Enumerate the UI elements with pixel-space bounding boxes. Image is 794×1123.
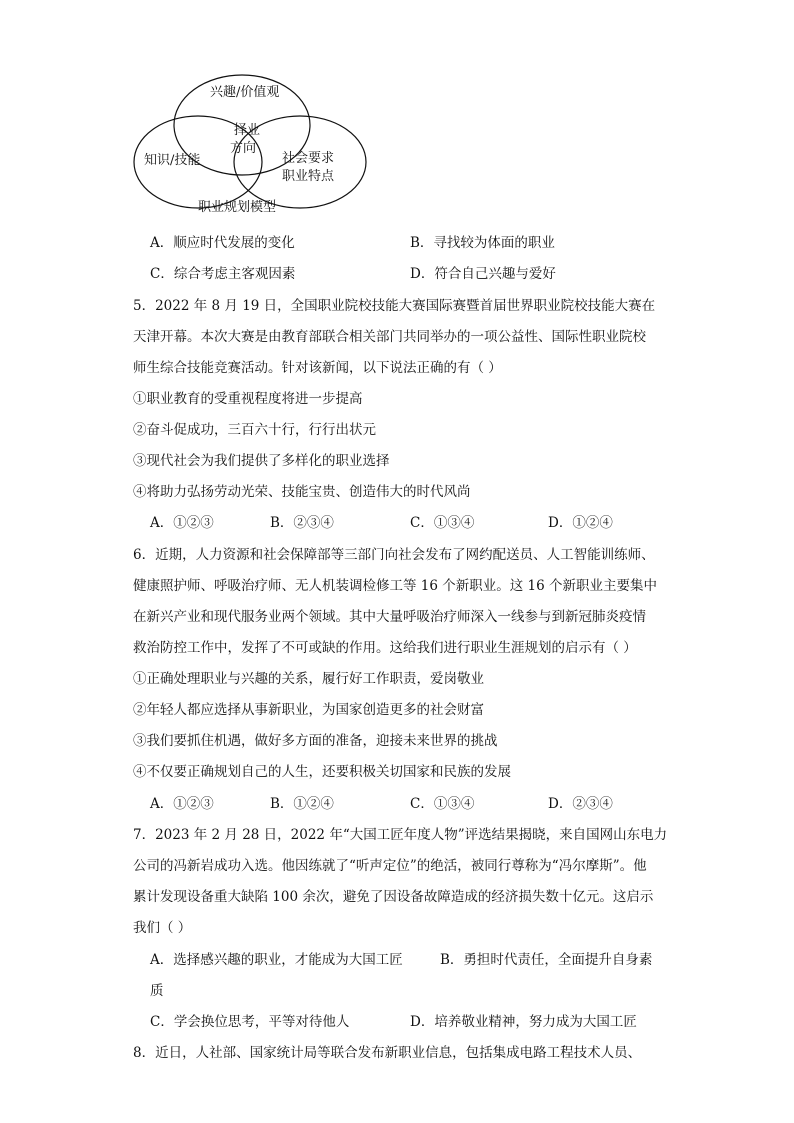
q4-option-b: B．寻找较为体面的职业 xyxy=(410,235,555,251)
q7-option-b: B．勇担时代责任，全面提升自身素 xyxy=(440,952,653,968)
label-society-line2: 职业特点 xyxy=(282,169,335,184)
q6-option-c: C．①③④ xyxy=(410,796,475,812)
label-interest: 兴趣/价值观 xyxy=(210,85,280,100)
q7-option-c: C．学会换位思考，平等对待他人 xyxy=(150,1014,350,1030)
q5-stem-line3: 师生综合技能竞赛活动。针对该新闻，以下说法正确的有（ ） xyxy=(133,360,502,376)
label-knowledge: 知识/技能 xyxy=(144,153,201,168)
q8-stem-line1: 8．近日，人社部、国家统计局等联合发布新职业信息，包括集成电路工程技术人员、 xyxy=(133,1045,642,1061)
q5-stem-line2: 天津开幕。本次大赛是由教育部联合相关部门共同举办的一项公益性、国际性职业院校 xyxy=(133,329,646,345)
q6-option-b: B．①②④ xyxy=(270,796,334,812)
q6-statement-2: ②年轻人都应选择从事新职业，为国家创造更多的社会财富 xyxy=(133,702,484,718)
diagram-caption: 职业规划模型 xyxy=(198,200,277,215)
label-society-line1: 社会要求 xyxy=(282,151,335,166)
q6-statement-3: ③我们要抓住机遇，做好多方面的准备，迎接未来世界的挑战 xyxy=(133,733,498,749)
q5-option-a: A．①②③ xyxy=(150,515,214,531)
q5-option-c: C．①③④ xyxy=(410,515,475,531)
q5-option-b: B．②③④ xyxy=(270,515,334,531)
q6-statement-4: ④不仅要正确规划自己的人生，还要积极关切国家和民族的发展 xyxy=(133,764,511,780)
q5-statement-4: ④将助力弘扬劳动光荣、技能宝贵、创造伟大的时代风尚 xyxy=(133,484,471,500)
q4-option-a: A．顺应时代发展的变化 xyxy=(150,235,295,251)
q7-stem-line1: 7．2023 年 2 月 28 日，2022 年“大国工匠年度人物”评选结果揭晓，来自国网山东电力 xyxy=(133,827,668,843)
q6-stem-line2: 健康照护师、呼吸治疗师、无人机装调检修工等 16 个新职业。这 16 个新职业主要集中 xyxy=(133,578,658,594)
q7-stem-line4: 我们（ ） xyxy=(133,920,192,936)
q5-option-d: D．①②④ xyxy=(548,515,613,531)
q7-option-b-continuation: 质 xyxy=(150,983,164,999)
q7-option-a: A．选择感兴趣的职业，才能成为大国工匠 xyxy=(150,952,403,968)
q7-option-d: D．培养敬业精神，努力成为大国工匠 xyxy=(410,1014,637,1030)
q6-stem-line1: 6．近期，人力资源和社会保障部等三部门向社会发布了网约配送员、人工智能训练师、 xyxy=(133,547,655,563)
q6-stem-line4: 救治防控工作中，发挥了不可或缺的作用。这给我们进行职业生涯规划的启示有（ ） xyxy=(133,640,637,656)
q6-stem-line3: 在新兴产业和现代服务业两个领域。其中大量呼吸治疗师深入一线参与到新冠肺炎疫情 xyxy=(133,609,646,625)
q7-stem-line3: 累计发现设备重大缺陷 100 余次，避免了因设备故障造成的经济损失数十亿元。这启示 xyxy=(133,889,654,905)
q6-option-d: D．②③④ xyxy=(548,796,613,812)
label-center-line1: 择业 xyxy=(234,123,261,138)
q7-stem-line2: 公司的冯新岩成功入选。他因练就了“听声定位”的绝活，被同行尊称为“冯尔摩斯”。他 xyxy=(133,858,647,874)
q6-statement-1: ①正确处理职业与兴趣的关系，履行好工作职责，爱岗敬业 xyxy=(133,671,484,687)
q6-option-a: A．①②③ xyxy=(150,796,214,812)
label-center-line2: 方向 xyxy=(230,141,257,156)
q5-statement-1: ①职业教育的受重视程度将进一步提高 xyxy=(133,391,363,407)
q5-statement-2: ②奋斗促成功，三百六十行，行行出状元 xyxy=(133,422,376,438)
q5-statement-3: ③现代社会为我们提供了多样化的职业选择 xyxy=(133,453,390,469)
q4-option-c: C．综合考虑主客观因素 xyxy=(150,266,296,282)
q4-option-d: D．符合自己兴趣与爱好 xyxy=(410,266,556,282)
q5-stem-line1: 5．2022 年 8 月 19 日，全国职业院校技能大赛国际赛暨首届世界职业院校技能大赛在 xyxy=(133,298,656,314)
